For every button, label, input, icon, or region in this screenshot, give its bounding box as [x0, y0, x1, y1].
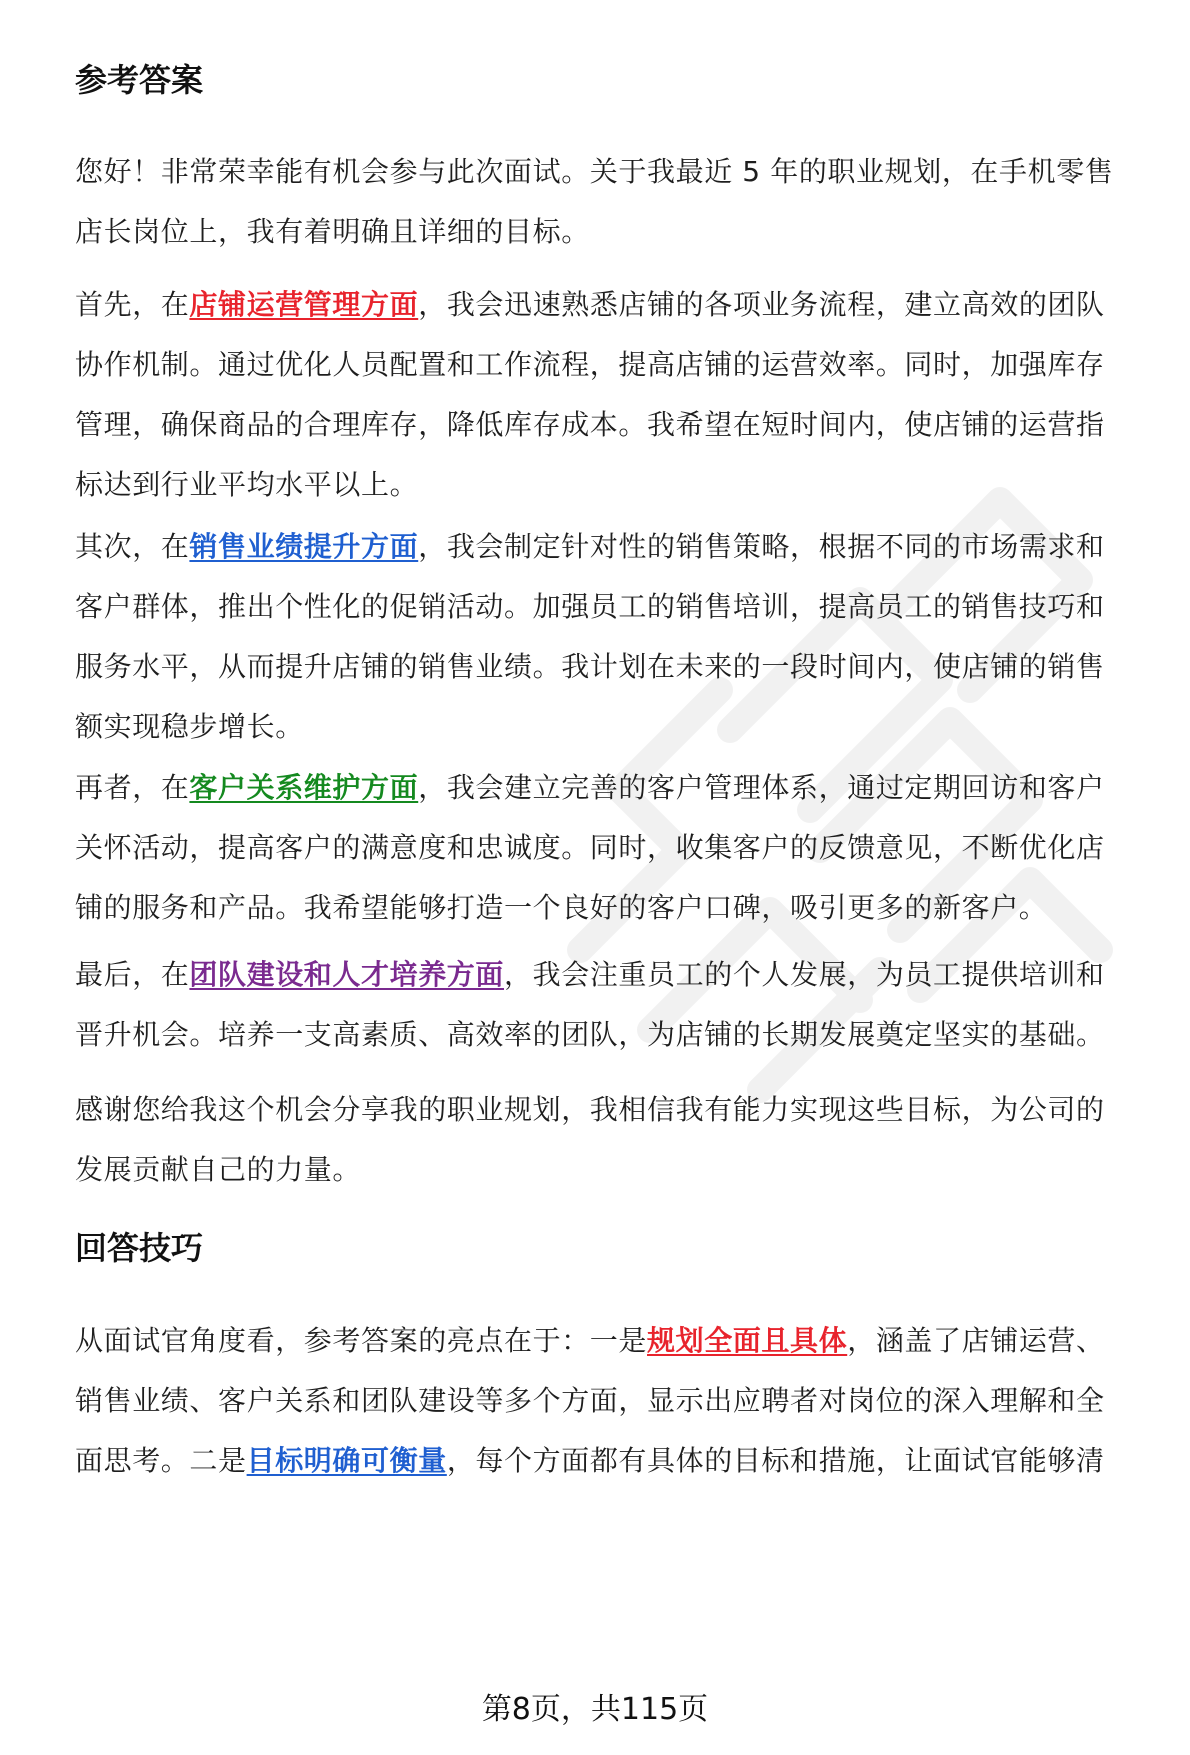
- section-title-answer-tips: 回答技巧: [75, 1229, 204, 1267]
- highlight-team-building: 团队建设和人才培养方面: [189, 958, 505, 991]
- highlight-customer-relations: 客户关系维护方面: [189, 771, 419, 804]
- paragraph-store-operations: [75, 275, 1117, 515]
- paragraph-text: ，我会注重员工的个人发展，为员工提供培训和晋升机会。培养一支高素质、高效率的团队，为店铺的长期发展奠定坚实的基础。: [75, 958, 1105, 1051]
- paragraph-text: 首先，在: [75, 288, 190, 321]
- paragraph-text: ，涵盖了店铺运营、销售业绩、客户关系和团队建设等多个方面，显示出应聘者对岗位的深入理解和全面思考。二是: [75, 1324, 1105, 1477]
- paragraph-text: 最后，在: [75, 958, 190, 991]
- paragraph-text: 再者，在: [75, 771, 190, 804]
- paragraph-text: ，我会迅速熟悉店铺的各项业务流程，建立高效的团队协作机制。通过优化人员配置和工作流程，提高店铺的运营效率。同时，加强库存管理，确保商品的合理库存，降低库存成本。我希望在短时间内，使店铺的运营指标达到行业平均水平以上。: [75, 288, 1105, 501]
- section-title-reference-answer: 参考答案: [75, 61, 204, 99]
- highlight-comprehensive-plan: 规划全面且具体: [647, 1324, 848, 1357]
- paragraph-tips: [75, 1311, 1117, 1491]
- highlight-store-operations: 店铺运营管理方面: [189, 288, 419, 321]
- paragraph-sales-performance: [75, 517, 1117, 757]
- page-number-footer: 第8页，共115页: [481, 1692, 709, 1727]
- paragraph-text: ，我会建立完善的客户管理体系，通过定期回访和客户关怀活动，提高客户的满意度和忠诚度。同时，收集客户的反馈意见，不断优化店铺的服务和产品。我希望能够打造一个良好的客户口碑，吸引更多的新客户。: [75, 771, 1105, 924]
- highlight-sales-performance: 销售业绩提升方面: [189, 530, 419, 563]
- paragraph-customer-relations: [75, 758, 1117, 938]
- paragraph-text: 您好！非常荣幸能有机会参与此次面试。关于我最近 5 年的职业规划，在手机零售店长岗位上，我有着明确且详细的目标。: [75, 155, 1114, 248]
- paragraph-text: 其次，在: [75, 530, 190, 563]
- paragraph-text: ，我会制定针对性的销售策略，根据不同的市场需求和客户群体，推出个性化的促销活动。加强员工的销售培训，提高员工的销售技巧和服务水平，从而提升店铺的销售业绩。我计划在未来的一段时间内，使店铺的销售额实现稳步增长。: [75, 530, 1105, 743]
- paragraph-text: 从面试官角度看，参考答案的亮点在于：一是: [75, 1324, 648, 1357]
- highlight-measurable-goals: 目标明确可衡量: [246, 1444, 447, 1477]
- paragraph-intro: [75, 142, 1117, 262]
- paragraph-team-building: [75, 945, 1117, 1065]
- paragraph-text: 感谢您给我这个机会分享我的职业规划，我相信我有能力实现这些目标，为公司的发展贡献自己的力量。: [75, 1093, 1105, 1186]
- paragraph-text: ，每个方面都有具体的目标和措施，让面试官能够清: [446, 1444, 1105, 1477]
- paragraph-closing: [75, 1080, 1117, 1200]
